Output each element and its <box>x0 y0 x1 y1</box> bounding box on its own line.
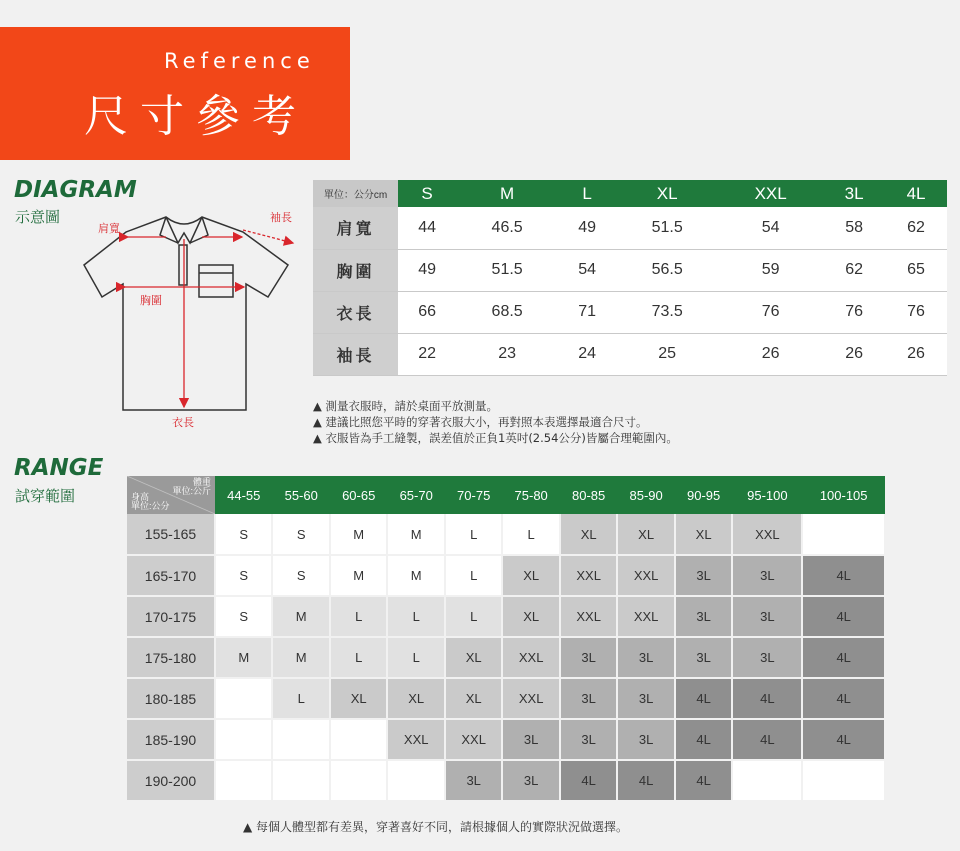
height-row <box>127 637 885 678</box>
fit-size-cell <box>272 760 329 801</box>
size-row <box>313 207 947 249</box>
fit-size-cell: M <box>387 514 444 555</box>
fit-size-cell: XXL <box>502 637 559 678</box>
note-line: ▲ 測量衣服時，請於桌面平放測量。 <box>313 399 498 413</box>
range-title: RANGE <box>14 455 104 481</box>
fit-size-cell: S <box>272 514 329 555</box>
fit-size-cell <box>732 760 802 801</box>
fit-size-cell: L <box>445 596 502 637</box>
fit-size-cell: 3L <box>675 637 732 678</box>
fit-size-cell: 4L <box>675 678 732 719</box>
measurement-label: 肩寬 <box>313 207 398 249</box>
fit-size-cell: XL <box>617 514 674 555</box>
fit-size-cell: M <box>330 514 387 555</box>
fit-size-cell: XL <box>502 555 559 596</box>
fit-size-cell: XXL <box>445 719 502 760</box>
fit-size-cell <box>330 719 387 760</box>
size-value-cell: 76 <box>718 291 823 333</box>
fit-size-cell <box>215 678 272 719</box>
size-chart-table <box>313 180 947 376</box>
height-label: 身高 <box>131 492 150 502</box>
fit-size-cell: 4L <box>675 760 732 801</box>
size-value-cell: 51.5 <box>616 207 718 249</box>
height-range-label: 170-175 <box>127 596 215 637</box>
fit-size-cell: 3L <box>732 596 802 637</box>
fit-range-table <box>127 476 886 802</box>
fit-size-cell: 3L <box>445 760 502 801</box>
fit-size-cell: XL <box>560 514 617 555</box>
size-row <box>313 333 947 375</box>
fit-size-cell: XL <box>330 678 387 719</box>
banner-chinese-title: 尺寸參考 <box>84 91 308 142</box>
size-value-cell: 76 <box>885 291 947 333</box>
size-header: 4L <box>885 180 947 207</box>
size-value-cell: 49 <box>558 207 616 249</box>
size-value-cell: 46.5 <box>456 207 558 249</box>
weight-range-header: 95-100 <box>732 476 802 514</box>
label-length: 衣長 <box>172 416 194 429</box>
weight-range-header: 60-65 <box>330 476 387 514</box>
label-sleeve: 袖長 <box>270 211 292 224</box>
size-row <box>313 291 947 333</box>
fit-size-cell: 3L <box>732 555 802 596</box>
size-value-cell: 59 <box>718 249 823 291</box>
height-range-label: 185-190 <box>127 719 215 760</box>
height-row <box>127 678 885 719</box>
banner-english-title: Reference <box>164 49 315 73</box>
fit-size-cell <box>387 760 444 801</box>
weight-range-header: 85-90 <box>617 476 674 514</box>
fit-size-cell: L <box>502 514 559 555</box>
size-value-cell: 58 <box>823 207 885 249</box>
fit-size-cell: XL <box>445 637 502 678</box>
fit-size-cell: 3L <box>675 555 732 596</box>
diagram-title: DIAGRAM <box>14 177 137 203</box>
fit-size-cell: 4L <box>560 760 617 801</box>
size-value-cell: 71 <box>558 291 616 333</box>
fit-size-cell: L <box>387 596 444 637</box>
fit-size-cell: 3L <box>560 678 617 719</box>
size-header: S <box>398 180 456 207</box>
fit-size-cell: XXL <box>387 719 444 760</box>
fit-size-cell: M <box>330 555 387 596</box>
fit-size-cell: 4L <box>802 596 885 637</box>
fit-size-cell: 3L <box>502 719 559 760</box>
footnote: ▲ 每個人體型都有差異，穿著喜好不同，請根據個人的實際狀況做選擇。 <box>243 820 629 834</box>
measurement-notes <box>313 398 678 446</box>
size-value-cell: 62 <box>823 249 885 291</box>
fit-size-cell: XL <box>502 596 559 637</box>
fit-size-cell: 3L <box>617 719 674 760</box>
fit-size-cell: XXL <box>502 678 559 719</box>
fit-size-cell <box>802 514 885 555</box>
label-shoulder: 肩寬 <box>98 222 120 235</box>
height-row <box>127 514 885 555</box>
fit-size-cell: M <box>387 555 444 596</box>
fit-size-cell: M <box>215 637 272 678</box>
measurement-label: 衣長 <box>313 291 398 333</box>
weight-range-header: 75-80 <box>502 476 559 514</box>
weight-range-header: 100-105 <box>802 476 885 514</box>
fit-size-cell <box>272 719 329 760</box>
fit-size-cell: S <box>215 555 272 596</box>
fit-size-cell: XXL <box>732 514 802 555</box>
fit-size-cell: L <box>330 596 387 637</box>
shirt-outline <box>84 217 288 410</box>
weight-range-header: 70-75 <box>445 476 502 514</box>
range-subtitle: 試穿範圍 <box>15 487 76 505</box>
fit-size-cell: XL <box>675 514 732 555</box>
size-header: M <box>456 180 558 207</box>
size-value-cell: 65 <box>885 249 947 291</box>
fit-size-cell: XL <box>445 678 502 719</box>
size-value-cell: 68.5 <box>456 291 558 333</box>
weight-header-row <box>127 476 885 514</box>
height-row <box>127 596 885 637</box>
height-row <box>127 760 885 801</box>
fit-size-cell: 4L <box>732 719 802 760</box>
height-range-label: 155-165 <box>127 514 215 555</box>
size-header: XL <box>616 180 718 207</box>
fit-size-cell: 4L <box>732 678 802 719</box>
height-unit: 單位:公分 <box>131 501 170 511</box>
fit-size-cell: L <box>445 555 502 596</box>
height-range-label: 175-180 <box>127 637 215 678</box>
unit-label: 單位：公分cm <box>313 180 398 207</box>
weight-range-header: 90-95 <box>675 476 732 514</box>
size-value-cell: 54 <box>718 207 823 249</box>
size-header: L <box>558 180 616 207</box>
size-row <box>313 249 947 291</box>
size-value-cell: 25 <box>616 333 718 375</box>
size-header: 3L <box>823 180 885 207</box>
weight-range-header: 65-70 <box>387 476 444 514</box>
fit-size-cell: 3L <box>502 760 559 801</box>
fit-size-cell: S <box>215 514 272 555</box>
size-value-cell: 26 <box>823 333 885 375</box>
weight-label: 體重 <box>192 477 211 487</box>
fit-size-cell: 4L <box>675 719 732 760</box>
weight-range-header: 44-55 <box>215 476 272 514</box>
fit-size-cell: 4L <box>802 678 885 719</box>
size-value-cell: 51.5 <box>456 249 558 291</box>
fit-size-cell: 3L <box>617 678 674 719</box>
fit-size-cell: XXL <box>560 596 617 637</box>
size-value-cell: 73.5 <box>616 291 718 333</box>
fit-size-cell: 3L <box>732 637 802 678</box>
fit-size-cell: 3L <box>560 637 617 678</box>
fit-size-cell: 4L <box>617 760 674 801</box>
fit-size-cell: L <box>445 514 502 555</box>
fit-size-cell: XXL <box>617 555 674 596</box>
fit-size-cell <box>215 760 272 801</box>
fit-size-cell: XL <box>387 678 444 719</box>
diagram-subtitle: 示意圖 <box>15 208 61 226</box>
fit-size-cell: L <box>272 678 329 719</box>
size-value-cell: 54 <box>558 249 616 291</box>
fit-size-cell: 3L <box>617 637 674 678</box>
measurement-label: 胸圍 <box>313 249 398 291</box>
size-value-cell: 44 <box>398 207 456 249</box>
fit-size-cell <box>215 719 272 760</box>
size-value-cell: 26 <box>885 333 947 375</box>
polo-shirt-diagram <box>78 205 308 435</box>
size-value-cell: 23 <box>456 333 558 375</box>
size-header: XXL <box>718 180 823 207</box>
height-range-label: 190-200 <box>127 760 215 801</box>
range-corner-cell <box>127 476 215 514</box>
fit-size-cell <box>802 760 885 801</box>
note-line: ▲ 衣服皆為手工縫製，誤差值於正負1英吋(2.54公分)皆屬合理範圍內。 <box>313 431 678 445</box>
height-range-label: 180-185 <box>127 678 215 719</box>
size-value-cell: 62 <box>885 207 947 249</box>
weight-range-header: 80-85 <box>560 476 617 514</box>
fit-size-cell: 3L <box>560 719 617 760</box>
reference-banner <box>0 27 350 160</box>
height-row <box>127 555 885 596</box>
weight-range-header: 55-60 <box>272 476 329 514</box>
size-value-cell: 24 <box>558 333 616 375</box>
fit-size-cell <box>330 760 387 801</box>
height-row <box>127 719 885 760</box>
fit-size-cell: L <box>330 637 387 678</box>
fit-size-cell: XXL <box>617 596 674 637</box>
measurement-label: 袖長 <box>313 333 398 375</box>
fit-size-cell: M <box>272 596 329 637</box>
fit-size-cell: 4L <box>802 555 885 596</box>
weight-unit: 單位:公斤 <box>172 486 211 496</box>
label-chest: 胸圍 <box>140 294 162 307</box>
note-line: ▲ 建議比照您平時的穿著衣服大小，再對照本表選擇最適合尺寸。 <box>313 415 648 429</box>
size-value-cell: 49 <box>398 249 456 291</box>
fit-size-cell: 4L <box>802 637 885 678</box>
size-value-cell: 26 <box>718 333 823 375</box>
fit-size-cell: 4L <box>802 719 885 760</box>
size-value-cell: 76 <box>823 291 885 333</box>
fit-size-cell: XXL <box>560 555 617 596</box>
fit-size-cell: 3L <box>675 596 732 637</box>
fit-size-cell: L <box>387 637 444 678</box>
size-value-cell: 22 <box>398 333 456 375</box>
size-value-cell: 66 <box>398 291 456 333</box>
fit-size-cell: M <box>272 637 329 678</box>
size-header-row <box>313 180 947 207</box>
size-value-cell: 56.5 <box>616 249 718 291</box>
fit-size-cell: S <box>215 596 272 637</box>
fit-size-cell: S <box>272 555 329 596</box>
height-range-label: 165-170 <box>127 555 215 596</box>
